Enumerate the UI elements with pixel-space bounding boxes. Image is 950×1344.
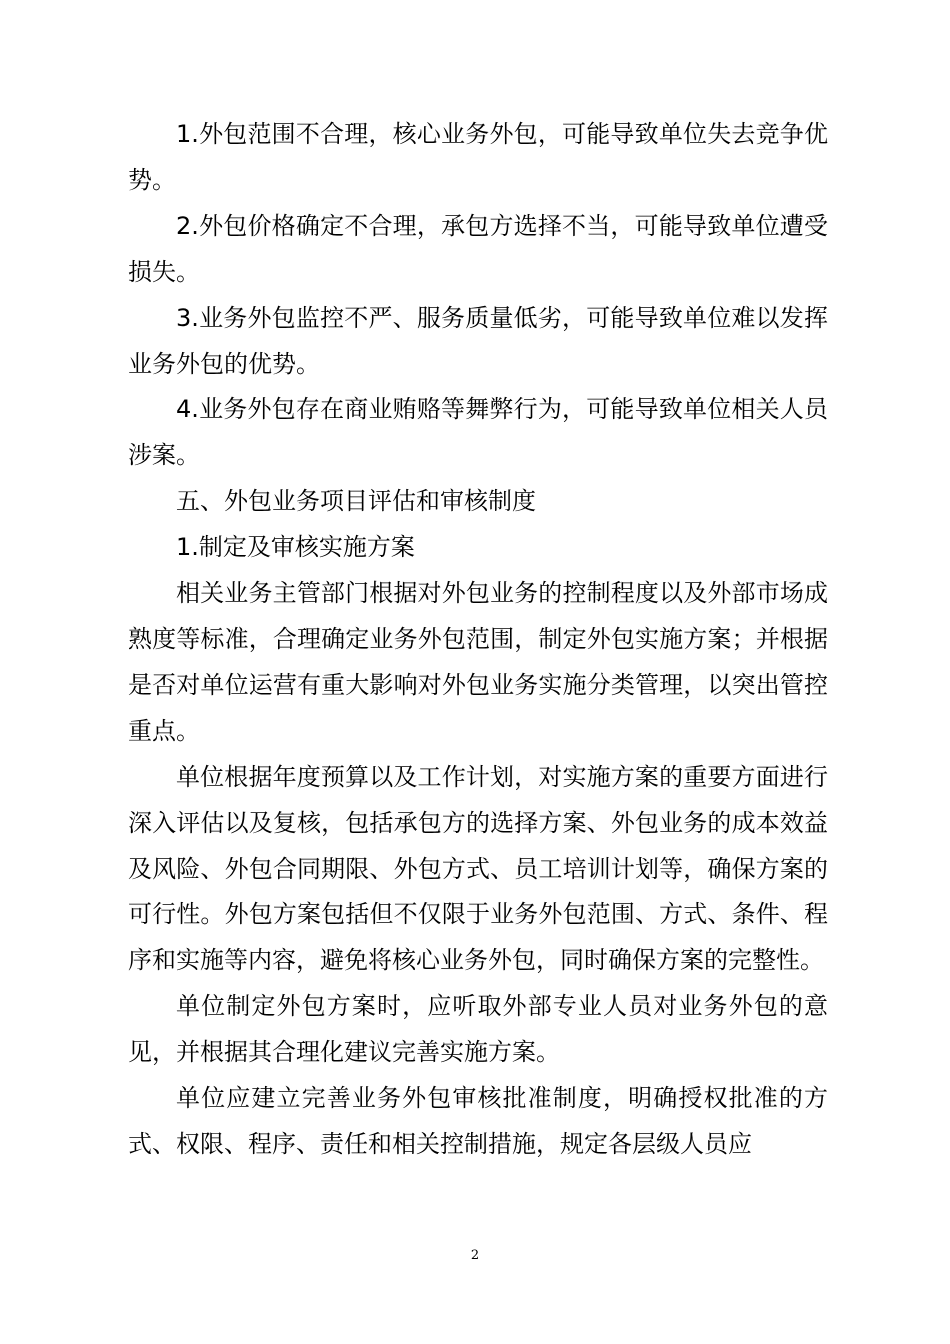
body-paragraph-4: 单位应建立完善业务外包审核批准制度，明确授权批准的方式、权限、程序、责任和相关控制措施，规定各层级人员应: [128, 1084, 828, 1158]
body-paragraph-2: 单位根据年度预算以及工作计划，对实施方案的重要方面进行深入评估以及复核，包括承包方的选择方案、外包业务的成本效益及风险、外包合同期限、外包方式、员工培训计划等，确保方案的可行性。外包方案包括但不仅限于业务外包范围、方式、条件、程序和实施等内容，避免将核心业务外包，同时确保方案的完整性。: [128, 762, 828, 975]
section-heading: 五、外包业务项目评估和审核制度: [176, 487, 536, 516]
body-paragraph-3: 单位制定外包方案时，应听取外部专业人员对业务外包的意见，并根据其合理化建议完善实施方案。: [128, 992, 828, 1067]
body-paragraph-1: 相关业务主管部门根据对外包业务的控制程度以及外部市场成熟度等标准，合理确定业务外包范围，制定外包实施方案；并根据是否对单位运营有重大影响对外包业务实施分类管理，以突出管控重点。: [128, 579, 828, 745]
page-number: 2: [470, 1248, 480, 1263]
risk-item-2: 2.外包价格确定不合理，承包方选择不当，可能导致单位遭受损失。: [128, 211, 828, 286]
document-body: [128, 112, 828, 1168]
risk-item-3: 3.业务外包监控不严、服务质量低劣，可能导致单位难以发挥业务外包的优势。: [128, 303, 828, 378]
subsection-heading: 1.制定及审核实施方案: [176, 533, 415, 562]
risk-item-1: 1.外包范围不合理，核心业务外包，可能导致单位失去竞争优势。: [128, 120, 828, 194]
risk-item-4: 4.业务外包存在商业贿赂等舞弊行为，可能导致单位相关人员涉案。: [128, 395, 828, 470]
